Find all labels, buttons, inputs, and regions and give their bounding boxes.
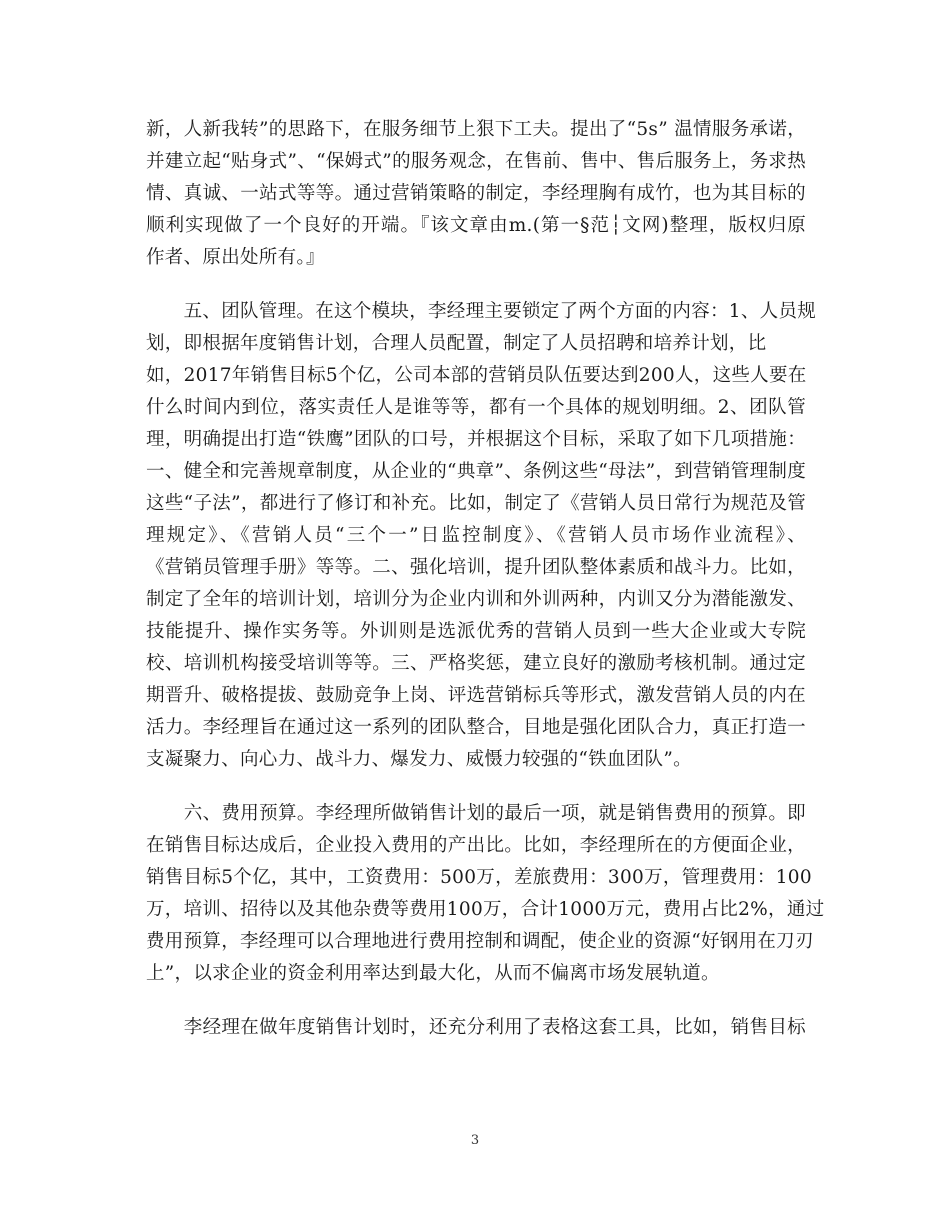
body-text-line: 什么时间内到位，落实责任人是谁等等，都有一个具体的规划明细。2、团队管 (146, 397, 806, 418)
body-text-line: 一、健全和完善规章制度，从企业的“典章”、条例这些“母法”，到营销管理制度 (146, 461, 806, 482)
body-text-line: 作者、原出处所有。』 (146, 247, 325, 268)
body-text-line: 情、真诚、一站式等等。通过营销策略的制定，李经理胸有成竹，也为其目标的 (146, 183, 806, 204)
body-text-line: 理规定》、《营销人员“三个一”日监控制度》、《营销人员市场作业流程》、 (146, 525, 806, 546)
body-text-line: 万，培训、招待以及其他杂费等费用100万，合计1000万元，费用占比2%，通过 (146, 899, 825, 920)
body-text-line: 理，明确提出打造“铁鹰”团队的口号，并根据这个目标，采取了如下几项措施： (146, 429, 806, 450)
body-text-line: 新，人新我转”的思路下，在服务细节上狠下工夫。提出了“5s” 温情服务承诺， (146, 119, 806, 140)
body-text-line: 并建立起“贴身式”、“保姆式”的服务观念，在售前、售中、售后服务上，务求热 (146, 151, 806, 172)
body-text-line: 上”，以求企业的资金利用率达到最大化，从而不偏离市场发展轨道。 (146, 963, 720, 984)
body-text-line: 如，2017年销售目标5个亿，公司本部的营销员队伍要达到200人，这些人要在 (146, 365, 807, 386)
body-text-line: 划，即根据年度销售计划，合理人员配置，制定了人员招聘和培养计划，比 (146, 333, 767, 354)
body-text-line: 顺利实现做了一个良好的开端。『该文章由m.(第一§范┆文网)整理，版权归原 (146, 215, 806, 236)
body-text-line: 销售目标5个亿，其中，工资费用：500万，差旅费用：300万，管理费用：100 (146, 867, 812, 888)
body-text-line: 李经理在做年度销售计划时，还充分利用了表格这套工具，比如，销售目标 (146, 1017, 806, 1038)
body-text-line: 支凝聚力、向心力、战斗力、爆发力、威慑力较强的“铁血团队”。 (146, 749, 692, 770)
body-text-line: 活力。李经理旨在通过这一系列的团队整合，目地是强化团队合力，真正打造一 (146, 717, 806, 738)
body-text-line: 《营销员管理手册》等等。二、强化培训，提升团队整体素质和战斗力。比如， (146, 557, 806, 578)
body-text-line: 期晋升、破格提拔、鼓励竞争上岗、评选营销标兵等形式，激发营销人员的内在 (146, 685, 806, 706)
body-text-line: 这些“子法”，都进行了修订和补充。比如，制定了《营销人员日常行为规范及管 (146, 493, 806, 514)
body-text-line: 技能提升、操作实务等。外训则是选派优秀的营销人员到一些大企业或大专院 (146, 621, 806, 642)
body-text-line: 校、培训机构接受培训等等。三、严格奖惩，建立良好的激励考核机制。通过定 (146, 653, 806, 674)
body-text-line: 制定了全年的培训计划，培训分为企业内训和外训两种，内训又分为潜能激发、 (146, 589, 806, 610)
body-text-line: 六、费用预算。李经理所做销售计划的最后一项，就是销售费用的预算。即 (146, 803, 806, 824)
body-text-line: 在销售目标达成后，企业投入费用的产出比。比如，李经理所在的方便面企业， (146, 835, 806, 856)
page-number: 3 (470, 1133, 480, 1148)
body-text-line: 五、团队管理。在这个模块，李经理主要锁定了两个方面的内容：1、人员规 (146, 301, 817, 322)
body-text-line: 费用预算，李经理可以合理地进行费用控制和调配，使企业的资源“好钢用在刀刃 (146, 931, 814, 952)
